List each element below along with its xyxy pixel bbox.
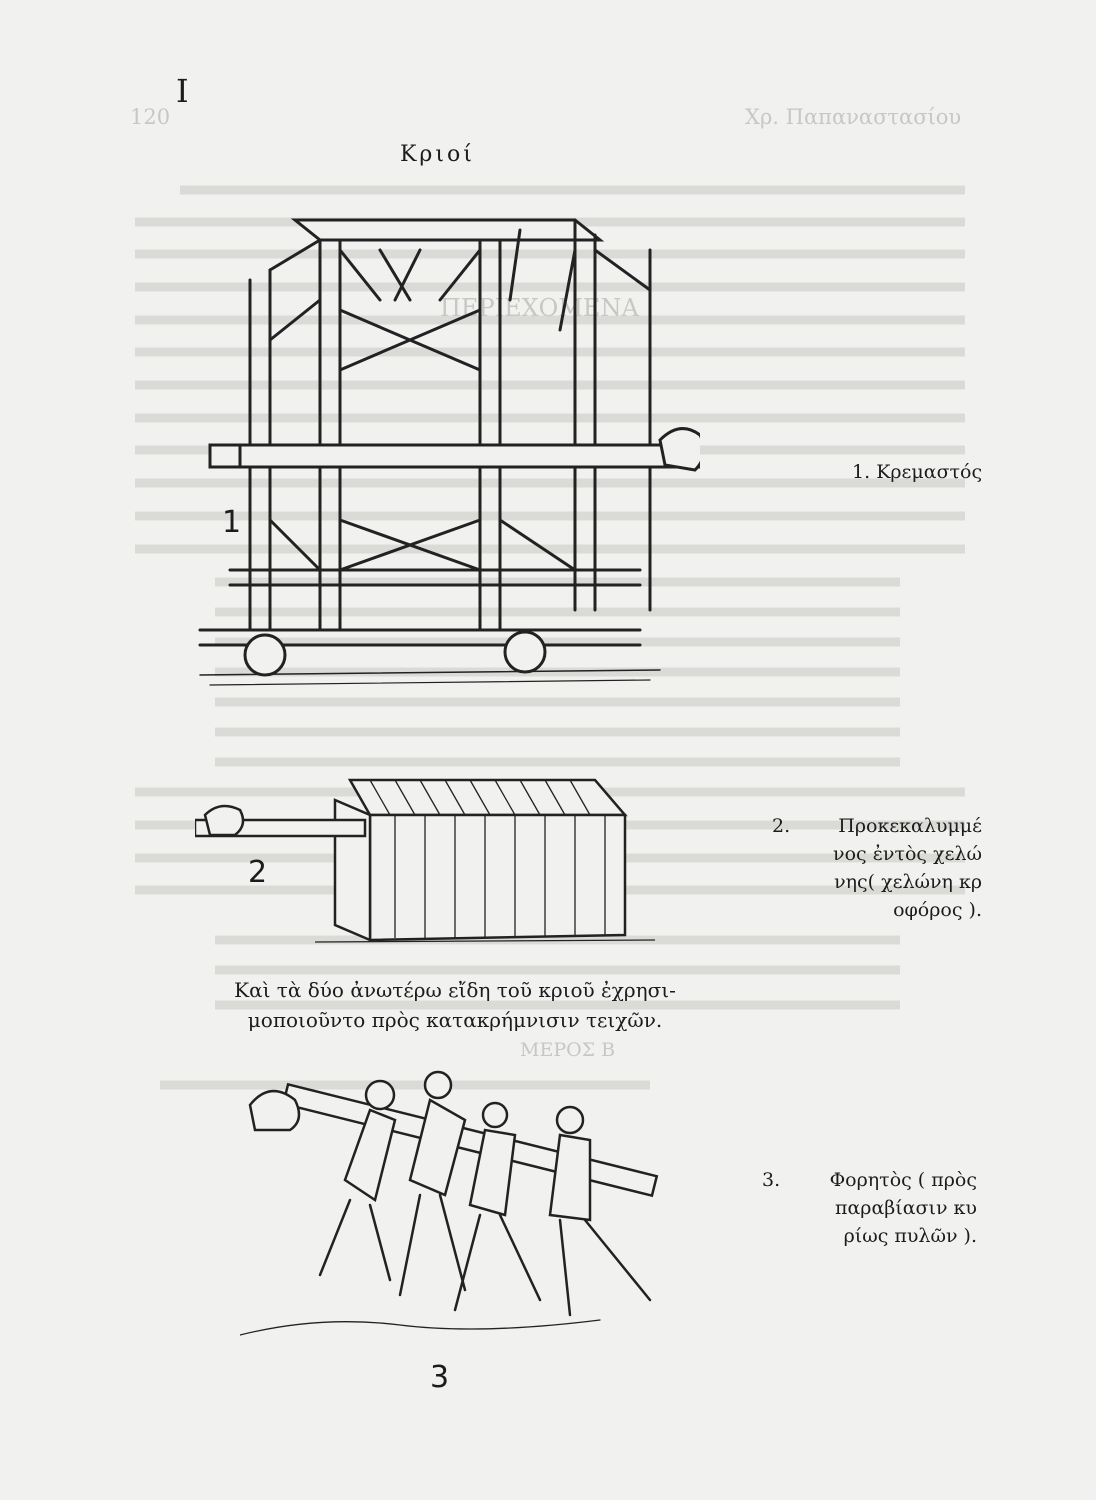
caption-number: 3. bbox=[762, 1169, 781, 1191]
portable-ram-illustration bbox=[240, 1065, 670, 1355]
page-title: Κριοί bbox=[400, 142, 475, 167]
caption-text: Κρεμαστός bbox=[876, 461, 983, 483]
page-corner-mark: I bbox=[176, 72, 189, 110]
caption-line: Φορητὸς ( πρὸς bbox=[829, 1169, 977, 1191]
caption-line: νος ἐντὸς χελώ bbox=[833, 843, 982, 865]
figure-caption bbox=[852, 458, 982, 486]
figure-number: 2 bbox=[248, 855, 268, 890]
caption-line: ρίως πυλῶν ). bbox=[843, 1225, 977, 1247]
explanatory-note bbox=[190, 975, 720, 1035]
figure-number: 3 bbox=[430, 1360, 450, 1395]
figure-caption bbox=[762, 1166, 977, 1250]
bleed-part: ΜΕΡΟΣ Β bbox=[520, 1039, 616, 1061]
note-line: Καὶ τὰ δύο ἀνωτέρω εἴδη τοῦ κριοῦ ἐχρησι- bbox=[234, 978, 676, 1002]
caption-line: οφόρος ). bbox=[893, 899, 982, 921]
caption-line: νης( χελώνη κρ bbox=[834, 871, 982, 893]
caption-line: Προκεκαλυμμέ bbox=[838, 815, 982, 837]
bleed-heading: ΠΕΡΙΕΧΟΜΕΝΑ bbox=[440, 294, 639, 322]
bleed-page-number: 120 bbox=[130, 105, 171, 129]
figure-number: 1 bbox=[222, 505, 242, 540]
caption-number: 1. bbox=[852, 461, 871, 483]
hanging-ram-illustration bbox=[180, 190, 700, 690]
caption-number: 2. bbox=[772, 815, 791, 837]
caption-line: παραβίασιν κυ bbox=[834, 1197, 977, 1219]
note-line: μοποιοῦντο πρὸς κατακρήμνισιν τειχῶν. bbox=[247, 1008, 663, 1032]
bleed-header: Χρ. Παπαναστασίου bbox=[745, 105, 962, 129]
figure-caption bbox=[772, 812, 982, 924]
